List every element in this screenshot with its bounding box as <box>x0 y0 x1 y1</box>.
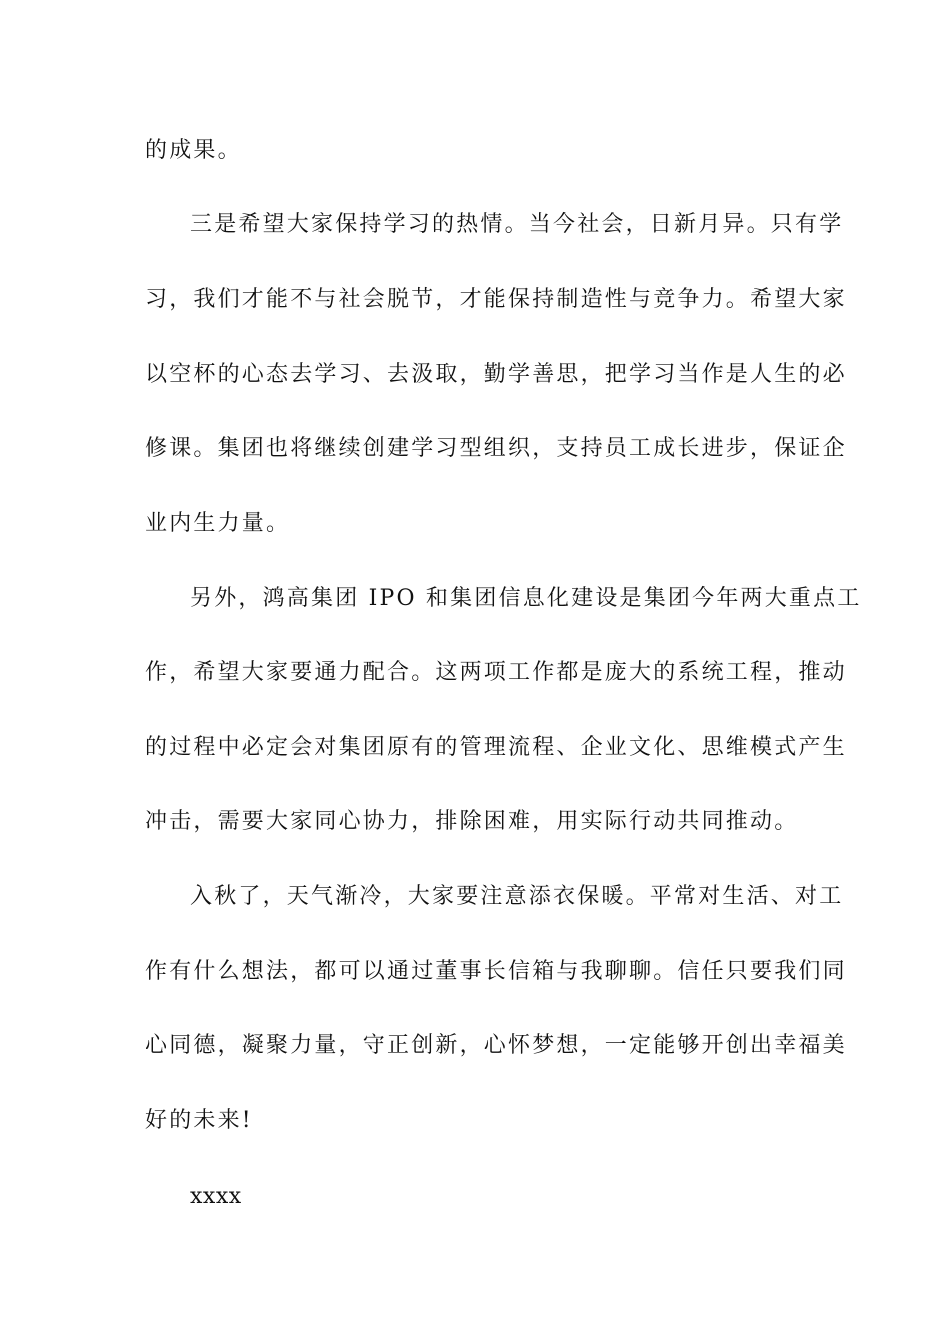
text-line: 冲击，需要大家同心协力，排除困难，用实际行动共同推动。 <box>145 809 799 834</box>
text-line: 业内生力量。 <box>145 511 291 536</box>
text-line: 修课。集团也将继续创建学习型组织，支持员工成长进步，保证企 <box>145 436 847 461</box>
text-line: 入秋了，天气渐冷，大家要注意添衣保暖。平常对生活、对工 <box>190 884 844 909</box>
text-line: 的过程中必定会对集团原有的管理流程、企业文化、思维模式产生 <box>145 735 847 760</box>
text-line: 作，希望大家要通力配合。这两项工作都是庞大的系统工程，推动 <box>145 660 847 685</box>
text-line: 三是希望大家保持学习的热情。当今社会，日新月异。只有学 <box>190 212 844 237</box>
signature: xxxx <box>190 1184 242 1209</box>
text-line: 好的未来! <box>145 1108 253 1133</box>
text-line: 以空杯的心态去学习、去汲取，勤学善思，把学习当作是人生的必 <box>145 362 847 387</box>
text-line: 另外，鸿高集团 IPO 和集团信息化建设是集团今年两大重点工 <box>190 586 862 611</box>
text-line: 习，我们才能不与社会脱节，才能保持制造性与竞争力。希望大家 <box>145 287 847 312</box>
text-line: 作有什么想法，都可以通过董事长信箱与我聊聊。信任只要我们同 <box>145 959 847 984</box>
text-line: 的成果。 <box>145 138 242 163</box>
text-line: 心同德，凝聚力量，守正创新，心怀梦想，一定能够开创出幸福美 <box>145 1033 847 1058</box>
